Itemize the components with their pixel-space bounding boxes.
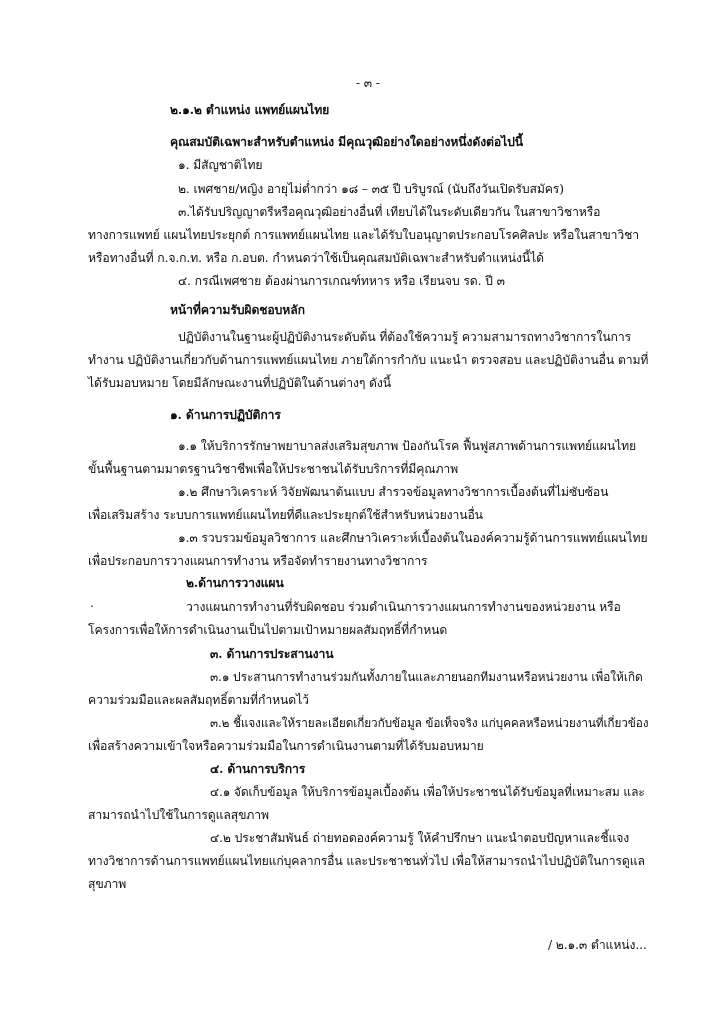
area-operations-line-3: ๑.๒ ศึกษาวิเคราะห์ วิจัยพัฒนาต้นแบบ สำรวจข้อมูลทางวิชาการเบื้องต้นที่ไม่ซับซ้อน: [178, 485, 609, 499]
page-number: - ๓ -: [356, 76, 380, 90]
area-planning-line-2: โครงการเพื่อให้การดำเนินงานเป็นไปตามเป้าหมายผลสัมฤทธิ์ที่กำหนด: [88, 623, 448, 637]
qualification-heading: คุณสมบัติเฉพาะสำหรับตำแหน่ง มีคุณวุฒิอย่างใดอย่างหนึ่งดังต่อไปนี้: [170, 135, 523, 149]
continuation-note: / ๒.๑.๓ ตำแหน่ง...: [548, 938, 647, 952]
area-service-line-2: สามารถนำไปใช้ในการดูแลสุขภาพ: [88, 808, 269, 822]
duties-intro-3: ได้รับมอบหมาย โดยมีลักษณะงานที่ปฏิบัติในด้านต่างๆ ดังนี้: [88, 376, 391, 390]
area-operations-line-2: ขั้นพื้นฐานตามมาตรฐานวิชาชีพเพื่อให้ประชาชนได้รับบริการที่มีคุณภาพ: [88, 462, 459, 476]
area-service-line-4: ทางวิชาการด้านการแพทย์แผนไทยแก่บุคลากรอื่น และประชาชนทั่วไป เพื่อให้สามารถนำไปปฏิบัติในการดูแล: [88, 854, 645, 868]
duties-intro-2: ทำงาน ปฏิบัติงานเกี่ยวกับด้านการแพทย์แผนไทย ภายใต้การกำกับ แนะนำ ตรวจสอบ และปฏิบัติงานอื่น ตามที่: [88, 353, 649, 367]
stray-mark: .: [90, 596, 94, 610]
qualification-1: ๑. มีสัญชาติไทย: [178, 158, 263, 172]
area-coordination-line-1: ๓.๑ ประสานการทำงานร่วมกันทั้งภายในและภายนอกทีมงานหรือหน่วยงาน เพื่อให้เกิด: [210, 670, 643, 684]
duties-intro-1: ปฏิบัติงานในฐานะผู้ปฏิบัติงานระดับต้น ที่ต้องใช้ความรู้ ความสามารถทางวิชาการในการ: [178, 330, 632, 344]
area-operations-line-4: เพื่อเสริมสร้าง ระบบการแพทย์แผนไทยที่ดีและประยุกต์ใช้สำหรับหน่วยงานอื่น: [88, 508, 483, 522]
qualification-2: ๒. เพศชาย/หญิง อายุไม่ต่ำกว่า ๑๘ – ๓๕ ปี บริบูรณ์ (นับถึงวันเปิดรับสมัคร): [178, 182, 564, 196]
area-service-line-5: สุขภาพ: [88, 877, 127, 891]
area-operations-title: ๑. ด้านการปฏิบัติการ: [170, 408, 281, 422]
area-service-title: ๔. ด้านการบริการ: [210, 762, 306, 776]
area-service-line-1: ๔.๑ จัดเก็บข้อมูล ให้บริการข้อมูลเบื้องต้น เพื่อให้ประชาชนได้รับข้อมูลที่เหมาะสม และ: [210, 785, 645, 799]
area-coordination-title: ๓. ด้านการประสานงาน: [210, 647, 334, 661]
duties-heading: หน้าที่ความรับผิดชอบหลัก: [170, 303, 305, 317]
qualification-3: ๓.ได้รับปริญญาตรีหรือคุณวุฒิอย่างอื่นที่ เทียบได้ในระดับเดียวกัน ในสาขาวิชาหรือ: [178, 205, 601, 219]
area-planning-line-1: วางแผนการทำงานที่รับผิดชอบ ร่วมดำเนินการวางแผนการทำงานของหน่วยงาน หรือ: [186, 600, 621, 614]
area-coordination-line-2: ความร่วมมือและผลสัมฤทธิ์ตามที่กำหนดไว้: [88, 693, 309, 707]
section-heading: ๒.๑.๒ ตำแหน่ง แพทย์แผนไทย: [170, 103, 330, 117]
area-service-line-3: ๔.๒ ประชาสัมพันธ์ ถ่ายทอดองค์ความรู้ ให้คำปรึกษา แนะนำตอบปัญหาและชี้แจง: [210, 831, 630, 845]
area-operations-line-6: เพื่อประกอบการวางแผนการทำงาน หรือจัดทำรายงานทางวิชาการ: [88, 554, 428, 568]
qualification-4: ๔. กรณีเพศชาย ต้องผ่านการเกณฑ์ทหาร หรือ เรียนจบ รด. ปี ๓: [178, 274, 505, 288]
area-coordination-line-3: ๓.๒ ชี้แจงและให้รายละเอียดเกี่ยวกับข้อมูล ข้อเท็จจริง แก่บุคคลหรือหน่วยงานที่เกี่ยวข้อง: [210, 716, 649, 730]
area-operations-line-5: ๑.๓ รวบรวมข้อมูลวิชาการ และศึกษาวิเคราะห์เบื้องต้นในองค์ความรู้ด้านการแพทย์แผนไทย: [178, 531, 648, 545]
area-coordination-line-4: เพื่อสร้างความเข้าใจหรือความร่วมมือในการดำเนินงานตามที่ได้รับมอบหมาย: [88, 739, 484, 753]
area-operations-line-1: ๑.๑ ให้บริการรักษาพยาบาลส่งเสริมสุขภาพ ป้องกันโรค ฟื้นฟูสภาพด้านการแพทย์แผนไทย: [178, 439, 637, 453]
area-planning-title: ๒.ด้านการวางแผน: [186, 576, 284, 590]
qualification-3-line-2: ทางการแพทย์ แผนไทยประยุกต์ การแพทย์แผนไทย และได้รับใบอนุญาตประกอบโรคศิลปะ หรือในสาขาวิชา: [88, 228, 639, 242]
qualification-3-line-3: หรือทางอื่นที่ ก.จ.ก.ท. หรือ ก.อบต. กำหนดว่าใช้เป็นคุณสมบัติเฉพาะสำหรับตำแหน่งนี้ได้: [88, 251, 544, 265]
